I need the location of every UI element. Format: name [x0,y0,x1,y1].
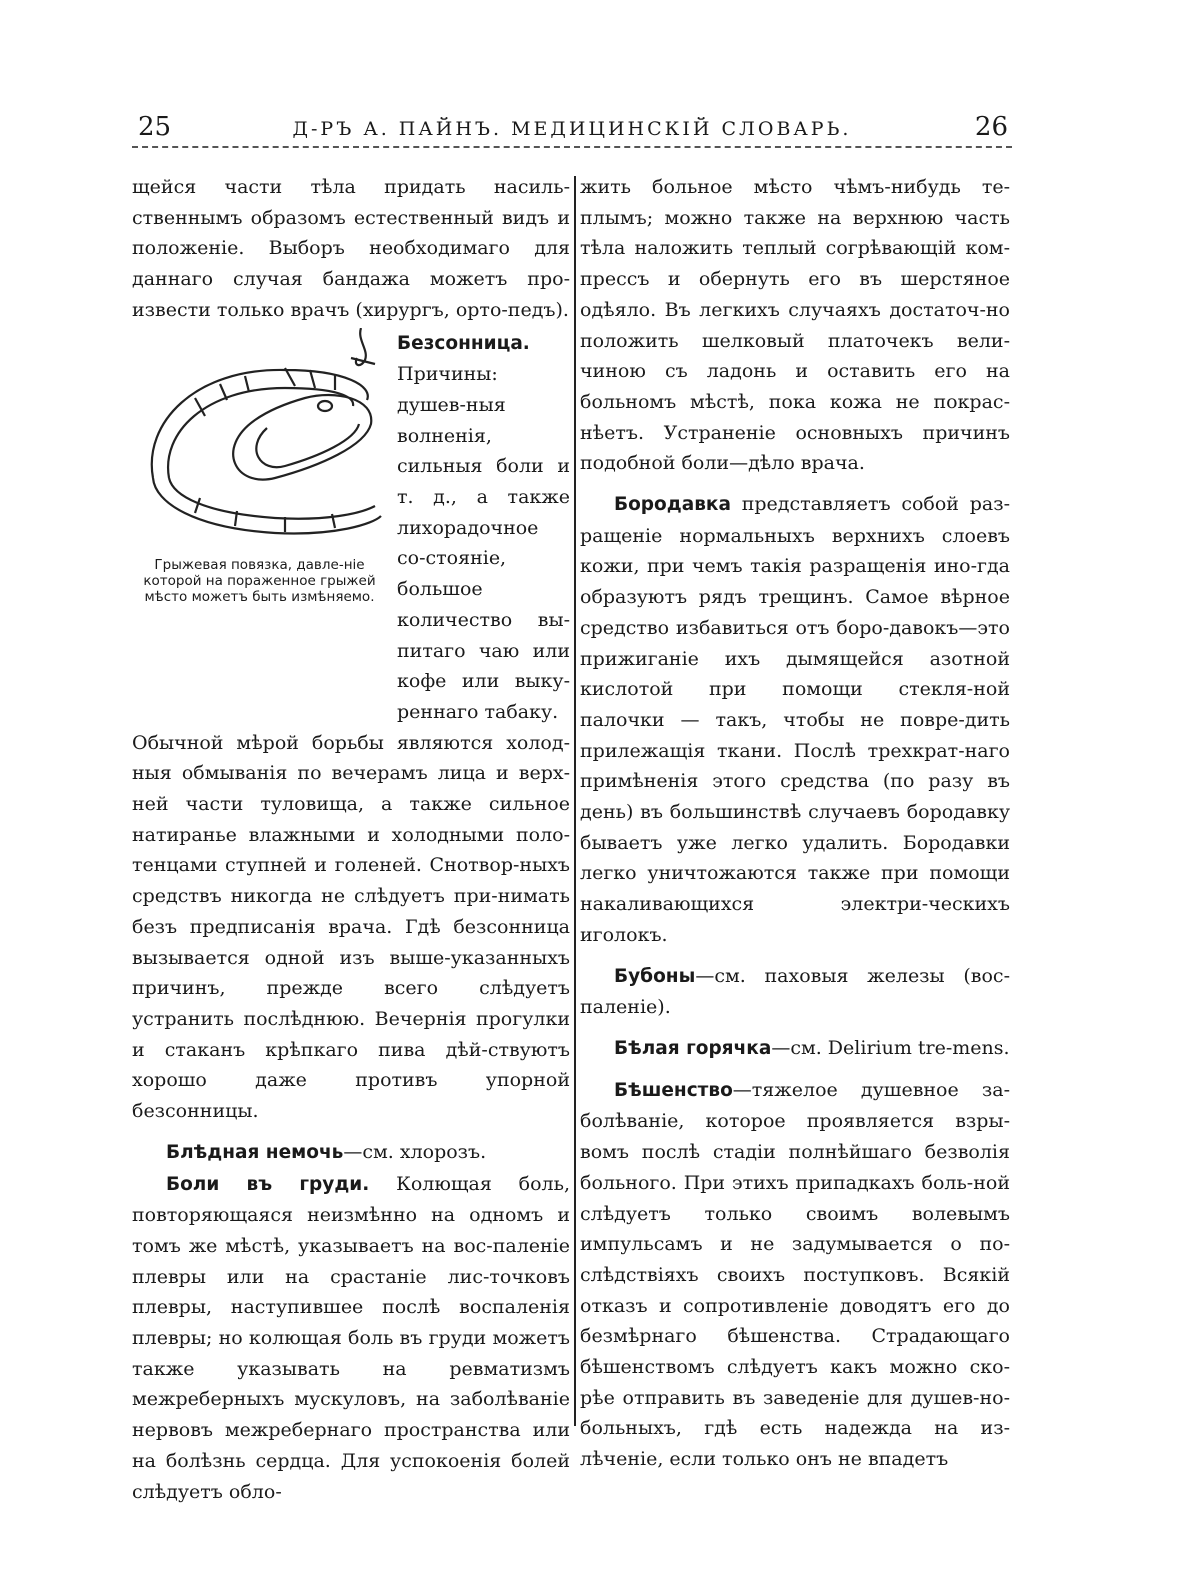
entry-term-beshenstvo: Бѣшенство [614,1079,733,1101]
column-divider [574,176,576,1426]
entry-boli-text: Колющая боль, повторяющаяся неизмѣнно на одномъ и томъ же мѣстѣ, указываетъ на вос-паленіе плевры или на срастаніе лис-точковъ плевры, наступившее послѣ воспаленія плевры; но колющая боль въ груди можетъ также указывать на ревматизмъ межреберныхъ мускуловъ, на заболѣваніе нервовъ межребернаго пространства или на болѣзнь сердца. Для успокоенія болей слѣдуетъ обло- [132,1172,570,1503]
page-number-right: 26 [974,112,1008,142]
right-column [580,172,1010,1475]
entry-bessonnitsa-causes: Причины: душев-ныя волненія, сильныя боли и т. д., а также лихорадочное со-стояніе, большое количество вы-питаго чаю или кофе или выку-реннаго табаку. [397,363,570,723]
entry-bubony [580,961,1010,1023]
entry-belaya-text: —см. Delirium tre-mens. [771,1036,1010,1059]
continuation-paragraph: жить больное мѣсто чѣмъ-нибудь те-плымъ; можно также на верхнюю часть тѣла наложить теплый согрѣвающій ком-прессъ и обернуть его въ шерстяное одѣяло. Въ легкихъ случаяхъ достаточ-но положить шелковый платочекъ вели-чиною съ ладонь и оставить его на больномъ мѣстѣ, пока кожа не покрас-нѣетъ. Устраненіе основныхъ причинъ подобной боли—дѣло врача. [580,176,1010,475]
left-column [132,172,570,1507]
figure-caption: Грыжевая повязка, давле-ніе которой на пораженное грыжей мѣсто можетъ быть измѣняемо. [143,556,376,605]
entry-beshenstvo-text: —тяжелое душевное за-болѣваніе, которое проявляется взры-вомъ послѣ стадіи полнѣйшаго безволія больного. При этихъ припадкахъ боль-ной слѣдуетъ только своимъ волевымъ импульсамъ и не задумывается о по-слѣдствіяхъ своихъ поступковъ. Всякій отказъ и сопротивленіе доводятъ его до безмѣрнаго бѣшенства. Страдающаго бѣшенствомъ слѣдуетъ какъ можно ско-рѣе отправить въ заведеніе для душев-но-больныхъ, гдѣ есть надежда на из-лѣченіе, если только онъ не впадетъ [580,1078,1010,1471]
entry-borodavka [580,489,1010,951]
page-header [132,104,1012,154]
entry-term-borodavka: Бородавка [614,494,731,516]
entry-term-blednaya: Блѣдная немочь [166,1141,344,1163]
entry-bubony-text: —см. паховыя железы (вос-паленіе). [580,964,1010,1019]
entry-bessonnitsa-start [397,328,570,728]
page-number-left: 25 [138,112,172,142]
figure [132,328,387,728]
truss-bandage-icon [135,328,385,553]
running-title: Д-РЪ А. ПАЙНЪ. МЕДИЦИНСКІЙ СЛОВАРЬ. [292,118,852,140]
figure-with-entry [132,328,570,728]
entry-boli [132,1169,570,1508]
header-rule [132,146,1012,148]
entry-blednaya-text: —см. хлорозъ. [343,1140,487,1163]
entry-term-bessonnitsa: Безсонница. [397,332,530,354]
entry-belaya [580,1033,1010,1065]
entry-beshenstvo [580,1075,1010,1475]
entry-term-boli: Боли въ груди. [166,1173,370,1195]
entry-term-belaya: Бѣлая горячка [614,1037,772,1059]
intro-paragraph: щейся части тѣла придать насиль-ственнымъ образомъ естественный видъ и положеніе. Выборъ необходимаго для даннаго случая бандажа можетъ про-извести только врачъ (хирургъ, орто-педъ). [132,176,570,321]
entry-bessonnitsa-body: Обычной мѣрой борьбы являются холод-ныя обмыванія по вечерамъ лица и верх-ней части туловища, а также сильное натиранье влажными и холодными поло-тенцами ступней и голеней. Снотвор-ныхъ средствъ никогда не слѣдуетъ при-нимать безъ предписанія врача. Гдѣ безсонница вызывается одной изъ выше-указанныхъ причинъ, прежде всего слѣдуетъ устранить послѣднюю. Вечернія прогулки и стаканъ крѣпкаго пива дѣй-ствуютъ хорошо даже противъ упорной безсонницы. [132,731,570,1123]
entry-blednaya [132,1137,570,1169]
entry-term-bubony: Бубоны [614,965,696,987]
entry-borodavka-text: представляетъ собой раз-ращеніе нормальныхъ верхнихъ слоевъ кожи, при чемъ такія разращенія ино-гда образуютъ рядъ трещинъ. Самое вѣрное средство избавиться отъ боро-давокъ—это прижиганіе ихъ дымящейся азотной кислотой при помощи стекля-ной палочки — такъ, чтобы не повре-дить прилежащія ткани. Послѣ трехкрат-наго примѣненія этого средства (по разу въ день) въ большинствѣ случаевъ бородавку бываетъ уже легко удалить. Бородавки легко уничтожаются также при помощи накаливающихся электри-ческихъ иголокъ. [580,493,1010,946]
